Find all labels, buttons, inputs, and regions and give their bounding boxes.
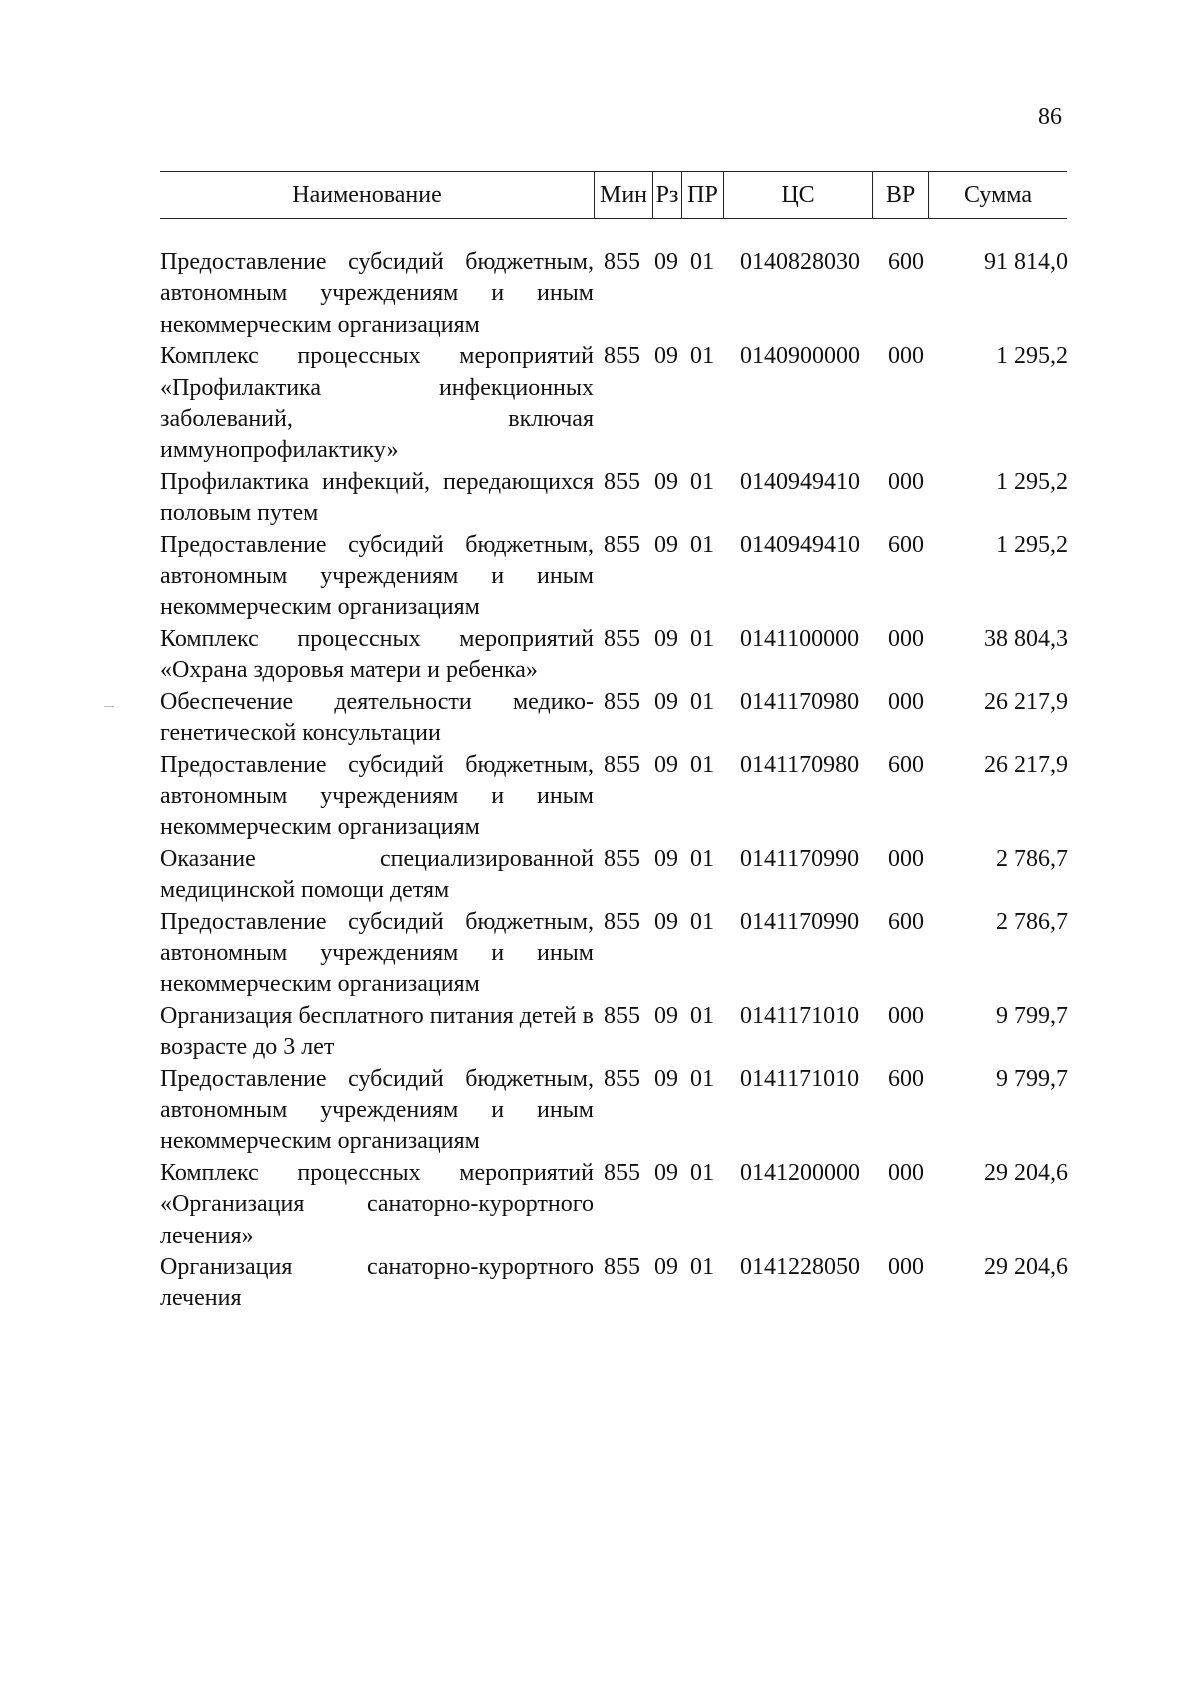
row-sum: 26 217,9 (984, 688, 1068, 715)
row-sum: 29 204,6 (984, 1159, 1068, 1186)
row-cs: 0141170990 (740, 908, 860, 935)
table-row (160, 1252, 1070, 1315)
row-sum: 38 804,3 (984, 625, 1068, 652)
row-codes (594, 687, 936, 718)
row-sum: 26 217,9 (984, 751, 1068, 778)
row-min: 855 (604, 468, 640, 495)
row-sum: 2 786,7 (996, 908, 1068, 935)
row-codes (594, 907, 936, 938)
row-sum: 1 295,2 (996, 468, 1068, 495)
row-rz: 09 (654, 531, 678, 558)
row-cs: 0141170980 (740, 688, 860, 715)
row-sum: 91 814,0 (984, 249, 1068, 275)
row-cs: 0141170990 (740, 845, 860, 872)
header-cs: ЦС (723, 172, 872, 218)
header-vr: ВР (872, 172, 928, 218)
row-vr: 600 (888, 1065, 924, 1092)
row-rz: 09 (654, 1065, 678, 1092)
row-name: Организация санаторно-курортного лечения (160, 1254, 594, 1312)
row-rz: 09 (654, 625, 678, 652)
row-codes (594, 1158, 936, 1189)
row-vr: 000 (888, 343, 924, 370)
row-sum: 9 799,7 (996, 1065, 1068, 1092)
row-name: Предоставление субсидий бюджетным, автономным учреждениям и иным некоммерческим организациям (160, 249, 594, 338)
row-min: 855 (604, 1159, 640, 1186)
row-sum: 2 786,7 (996, 845, 1068, 872)
row-codes (594, 844, 936, 875)
row-pr: 01 (690, 1159, 714, 1186)
row-min: 855 (604, 1065, 640, 1092)
table-row (160, 907, 1070, 1001)
row-vr: 000 (888, 1254, 924, 1280)
row-min: 855 (604, 751, 640, 778)
page-number: 86 (1038, 104, 1062, 130)
table-row (160, 1158, 1070, 1252)
row-sum: 29 204,6 (984, 1254, 1068, 1280)
row-min: 855 (604, 531, 640, 558)
row-pr: 01 (690, 908, 714, 935)
row-pr: 01 (690, 688, 714, 715)
table-row (160, 1001, 1070, 1064)
row-rz: 09 (654, 688, 678, 715)
row-vr: 000 (888, 845, 924, 872)
table-row (160, 530, 1070, 624)
table-row (160, 844, 1070, 907)
row-pr: 01 (690, 1002, 714, 1029)
row-vr: 000 (888, 1159, 924, 1186)
row-min: 855 (604, 845, 640, 872)
row-min: 855 (604, 1002, 640, 1029)
row-vr: 000 (888, 688, 924, 715)
row-min: 855 (604, 908, 640, 935)
row-cs: 0141171010 (740, 1002, 860, 1029)
row-cs: 0141228050 (740, 1254, 860, 1280)
header-pr: ПР (681, 172, 723, 218)
row-codes (594, 750, 936, 781)
row-name: Комплекс процессных мероприятий «Профилактика инфекционных заболеваний, включая иммунопрофилактику» (160, 343, 594, 464)
row-rz: 09 (654, 1002, 678, 1029)
row-codes (594, 530, 936, 561)
row-codes (594, 467, 936, 498)
row-vr: 600 (888, 908, 924, 935)
row-name: Предоставление субсидий бюджетным, автономным учреждениям и иным некоммерческим организациям (160, 751, 594, 841)
row-codes (594, 341, 936, 372)
row-cs: 0141171010 (740, 1065, 860, 1092)
row-rz: 09 (654, 1254, 678, 1280)
row-pr: 01 (690, 751, 714, 778)
row-name: Организация бесплатного питания детей в возрасте до 3 лет (160, 1002, 594, 1061)
row-pr: 01 (690, 845, 714, 872)
row-codes (594, 1001, 936, 1032)
row-vr: 600 (888, 751, 924, 778)
row-min: 855 (604, 249, 640, 275)
row-pr: 01 (690, 249, 714, 275)
row-sum: 9 799,7 (996, 1002, 1068, 1029)
row-name: Профилактика инфекций, передающихся половым путем (160, 468, 594, 527)
table-row (160, 750, 1070, 844)
row-cs: 0140828030 (740, 249, 860, 275)
margin-mark (104, 706, 114, 707)
row-rz: 09 (654, 845, 678, 872)
row-name: Комплекс процессных мероприятий «Охрана здоровья матери и ребенка» (160, 625, 594, 684)
row-rz: 09 (654, 343, 678, 370)
row-vr: 000 (888, 625, 924, 652)
row-pr: 01 (690, 343, 714, 370)
table-row (160, 1064, 1070, 1158)
row-codes (594, 1064, 936, 1095)
row-rz: 09 (654, 908, 678, 935)
row-rz: 09 (654, 468, 678, 495)
row-cs: 0141100000 (740, 625, 860, 652)
row-min: 855 (604, 1254, 640, 1280)
row-rz: 09 (654, 751, 678, 778)
row-vr: 000 (888, 468, 924, 495)
row-cs: 0140949410 (740, 531, 860, 558)
row-codes (594, 1252, 936, 1283)
row-pr: 01 (690, 531, 714, 558)
header-name: Наименование (292, 181, 442, 208)
row-codes (594, 624, 936, 655)
row-sum: 1 295,2 (996, 343, 1068, 370)
table-row (160, 341, 1070, 467)
row-min: 855 (604, 625, 640, 652)
row-pr: 01 (690, 468, 714, 495)
row-cs: 0141200000 (740, 1159, 860, 1186)
row-min: 855 (604, 343, 640, 370)
table-body (160, 247, 1070, 1315)
header-rz: Рз (652, 172, 681, 218)
table-header (160, 171, 1067, 219)
row-pr: 01 (690, 625, 714, 652)
row-name: Предоставление субсидий бюджетным, автономным учреждениям и иным некоммерческим организациям (160, 908, 594, 998)
row-name: Обеспечение деятельности медико-генетической консультации (160, 688, 594, 747)
row-pr: 01 (690, 1065, 714, 1092)
row-cs: 0140900000 (740, 343, 860, 370)
row-vr: 600 (888, 531, 924, 558)
row-name: Комплекс процессных мероприятий «Организация санаторно-курортного лечения» (160, 1159, 594, 1249)
row-min: 855 (604, 688, 640, 715)
header-sum: Сумма (928, 172, 1067, 218)
row-vr: 600 (888, 249, 924, 275)
row-name: Оказание специализированной медицинской помощи детям (160, 845, 594, 904)
row-cs: 0141170980 (740, 751, 860, 778)
row-vr: 000 (888, 1002, 924, 1029)
table-row (160, 247, 1070, 341)
table-row (160, 467, 1070, 530)
row-cs: 0140949410 (740, 468, 860, 495)
table-row (160, 687, 1070, 750)
row-rz: 09 (654, 249, 678, 275)
row-codes (594, 247, 936, 278)
row-name: Предоставление субсидий бюджетным, автономным учреждениям и иным некоммерческим организациям (160, 531, 594, 621)
table-row (160, 624, 1070, 687)
header-min: Мин (594, 172, 652, 218)
row-rz: 09 (654, 1159, 678, 1186)
row-sum: 1 295,2 (996, 531, 1068, 558)
row-name: Предоставление субсидий бюджетным, автономным учреждениям и иным некоммерческим организациям (160, 1065, 594, 1155)
row-pr: 01 (690, 1254, 714, 1280)
